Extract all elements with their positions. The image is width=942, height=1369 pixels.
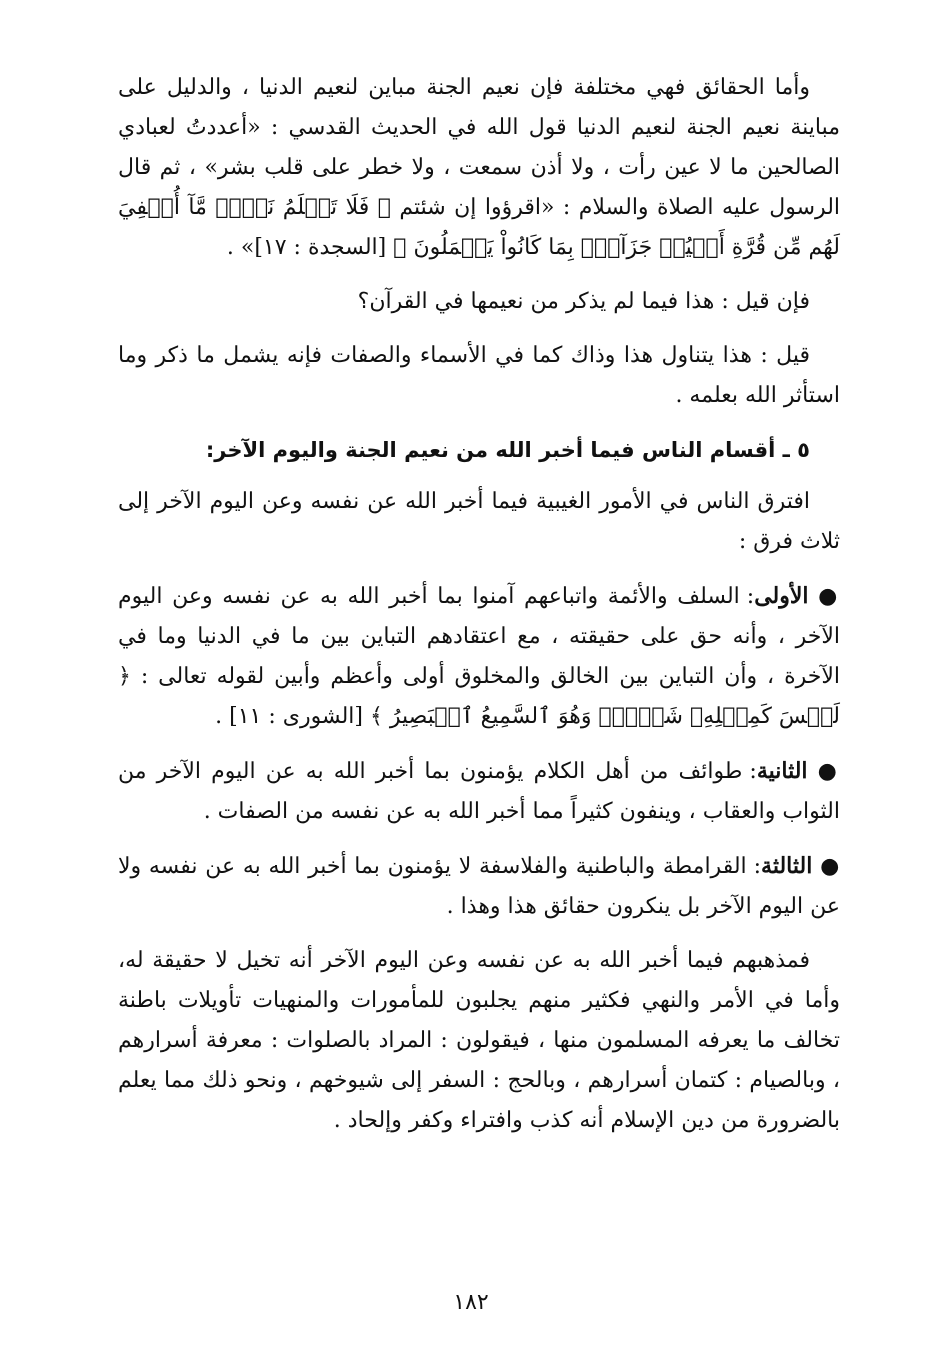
quran-reference-shura: [الشورى : ١١] .: [215, 704, 363, 729]
paragraph-1-text: وأما الحقائق فهي مختلفة فإن نعيم الجنة مباين لنعيم الدنيا ، والدليل على مباينة نعيم الجنة لنعيم الدنيا قول الله في الحديث القدسي : «أعددتُ لعبادي الصالحين ما لا عين رأت ، ولا أذن سمعت ، ولا خطر على قلب بشر» ، ثم قال الرسول عليه الصلاة والسلام : «اقرؤوا إن شئتم: [118, 75, 841, 220]
bullet-icon: ●: [818, 583, 841, 609]
bullet-item-third: [118, 846, 840, 927]
page-number: ١٨٢: [453, 1290, 489, 1315]
bullet-term-second: الثانية: [756, 758, 808, 784]
paragraph-4: افترق الناس في الأمور الغيبية فيما أخبر الله عن نفسه وعن اليوم الآخر إلى ثلاث فرق :: [118, 489, 840, 554]
section-heading: ٥ ـ أقسام الناس فيما أخبر الله من نعيم الجنة واليوم الآخر:: [205, 438, 810, 462]
bullet-item-second: [118, 751, 840, 832]
page-body: [118, 68, 840, 1155]
bullet-term-third: الثالثة: [761, 853, 813, 879]
quran-reference-sajdah: [السجدة : ١٧]» .: [226, 235, 387, 260]
bullet-text-second: : طوائف من أهل الكلام يؤمنون بما أخبر الله به عن اليوم الآخر من الثواب والعقاب ، وينفون كثيراً مما أخبر الله به عن نفسه من الصفات .: [118, 759, 840, 824]
bullet-text-third: : القرامطة والباطنية والفلاسفة لا يؤمنون بما أخبر الله به عن نفسه ولا عن اليوم الآخر بل ينكرون حقائق هذا وهذا .: [118, 854, 840, 919]
quran-verse-shura: ﴿ لَيۡسَ كَمِثۡلِهِۦ شَيۡءٞۖ وَهُوَ ٱلسَّمِيعُ ٱلۡبَصِيرُ ﴾: [118, 664, 840, 729]
bullet-text-first: : السلف والأئمة واتباعهم آمنوا بما أخبر الله به عن نفسه وعن اليوم الآخر ، وأنه حق على حقيقته ، مع اعتقادهم التباين بين ما في الدنيا وما في الآخرة ، وأن التباين بين الخالق والمخلوق أولى وأعظم وأبين لقوله تعالى :: [118, 584, 840, 689]
bullet-icon: ●: [820, 853, 840, 879]
paragraph-5: فمذهبهم فيما أخبر الله به عن نفسه وعن اليوم الآخر أنه تخيل لا حقيقة له، وأما في الأمر والنهي فكثير منهم يجلبون للمأمورات والمنهيات تأويلات باطنة تخالف ما يعرفه المسلمون منها ، فيقولون : المراد بالصلوات : معرفة أسرارهم ، وبالصيام : كتمان أسرارهم ، وبالحج : السفر إلى شيوخهم ، ونحو ذلك مما يعلم بالضرورة من دين الإسلام أنه كذب وافتراء وكفر وإلحاد .: [118, 948, 840, 1133]
quran-verse-sajdah: ﴿ فَلَا تَعۡلَمُ نَفۡسٞ مَّآ أُخۡفِيَ لَهُم مِّن قُرَّةِ أَعۡيُنٖ جَزَآءَۢ بِمَا كَانُواْ يَعۡمَلُونَ ﴾: [118, 195, 840, 260]
paragraph-3: قيل : هذا يتناول هذا وذاك كما في الأسماء والصفات فإنه يشمل ما ذكر وما استأثر الله بعلمه .: [118, 343, 840, 408]
paragraph-1: [118, 68, 840, 268]
bullet-term-first: الأولى: [754, 583, 809, 609]
bullet-item-first: [118, 576, 840, 737]
paragraph-2: فإن قيل : هذا فيما لم يذكر من نعيمها في القرآن؟: [357, 289, 810, 314]
bullet-icon: ●: [817, 758, 840, 784]
